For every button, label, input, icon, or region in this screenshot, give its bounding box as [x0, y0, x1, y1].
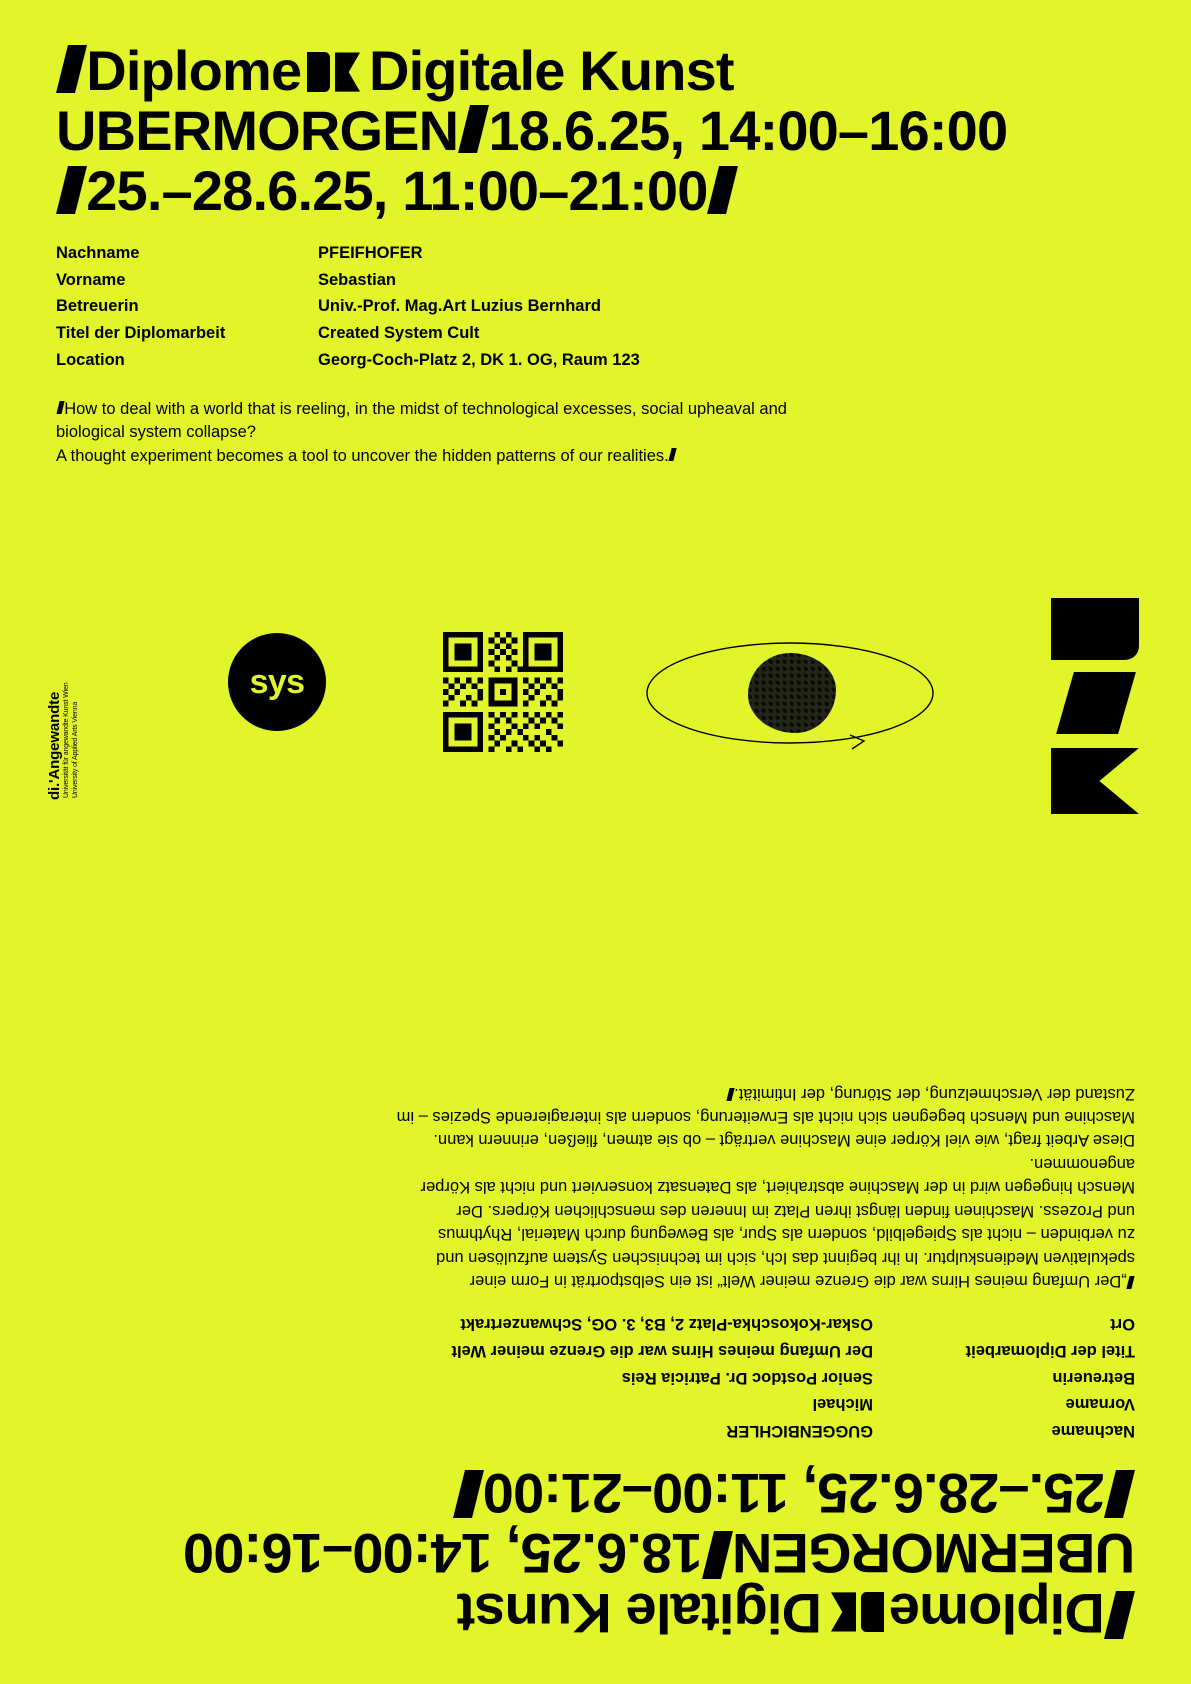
slash-icon: [702, 1530, 733, 1578]
meta-row: [452, 1391, 1136, 1418]
abstract-bottom-line-5: Mensch hingegen wird in der Maschine abstrahiert, als Datensatz konserviert und nicht als Körper: [420, 1178, 1135, 1197]
headline-ubermorgen: UBERMORGEN: [56, 99, 459, 163]
value-location: Georg-Coch-Platz 2, DK 1. OG, Raum 123: [318, 350, 640, 369]
angewandte-name: di.'Angewandte: [46, 691, 63, 800]
headline-date-2: 25.–28.6.25, 11:00–21:00: [483, 1461, 1105, 1525]
label-betreuerin: Betreuerin: [56, 297, 139, 316]
headline-line-2: [55, 1521, 1135, 1585]
headline-date-2: 25.–28.6.25, 11:00–21:00: [86, 159, 708, 223]
label-vorname: Vorname: [1065, 1395, 1135, 1414]
abstract-bottom: [125, 1081, 1135, 1292]
dk-monogram-large: [1051, 598, 1139, 814]
abstract-bottom-line-9: Zustand der Verschmelzung, der Störung, der Intimität.: [734, 1084, 1135, 1103]
slash-icon: [56, 166, 87, 214]
abstract-top-line-2: biological system collapse?: [56, 423, 256, 442]
orbit-graphic: [640, 635, 940, 755]
label-location: Location: [56, 350, 125, 369]
meta-row: [452, 1337, 1136, 1364]
entry-meta-top: [56, 240, 640, 374]
entry-meta-bottom: [452, 1310, 1136, 1444]
headline-date-1: 18.6.25, 14:00–16:00: [183, 1521, 703, 1585]
abstract-bottom-line-7: Diese Arbeit fragt, wie viel Körper eine Maschine verträgt – ob sie atmen, fließen, erinnern kann.: [433, 1131, 1135, 1150]
value-titel: Created System Cult: [318, 324, 480, 343]
label-ort: Ort: [1110, 1315, 1135, 1334]
abstract-top: [56, 398, 1066, 468]
slash-icon: [56, 45, 87, 93]
value-betreuerin: Univ.-Prof. Mag.Art Luzius Bernhard: [318, 297, 601, 316]
slash-icon: [458, 105, 489, 153]
angewandte-sub-de: Universität für angewandte Kunst Wien: [63, 682, 70, 798]
abstract-top-line-1: How to deal with a world that is reeling, in the midst of technological excesses, social upheaval and: [64, 400, 787, 418]
headline-diplome: Diplome: [86, 39, 302, 102]
meta-row: [452, 1364, 1136, 1391]
headline-diplome: Diplome: [889, 1582, 1105, 1645]
abstract-bottom-line-3: zu verbinden – nicht als Spiegelbild, sondern als Spur, als Bewegung durch Material, Rhythmus: [437, 1225, 1135, 1244]
slash-icon: [669, 448, 677, 461]
abstract-bottom-line-4: und Prozess. Maschinen finden längst ihren Platz im Inneren des menschlichen Körpers. Der: [456, 1201, 1135, 1220]
slash-icon: [56, 401, 64, 414]
angewandte-logo: [46, 630, 80, 800]
poster-headline: [56, 39, 1136, 223]
slash-icon: [726, 1088, 734, 1101]
abstract-bottom-line-6: angenommen.: [1029, 1154, 1135, 1173]
headline-line-3: [55, 1461, 1135, 1525]
slash-icon: [707, 166, 738, 214]
abstract-bottom-line-8: Maschine und Mensch begegnen sich nicht als Erweiterung, sondern als interagierende Spezies – im: [396, 1108, 1135, 1127]
poster-bottom-rotated: [0, 842, 1191, 1684]
headline-digitale-kunst: Digitale Kunst: [457, 1582, 823, 1645]
sys-logo-text: sys: [249, 662, 305, 701]
headline-line-1: [56, 39, 1136, 102]
qr-code-icon[interactable]: [443, 632, 563, 752]
value-titel: Der Umfang meines Hirns war die Grenze meiner Welt: [451, 1341, 873, 1360]
value-ort: Oskar-Kokoschka-Platz 2, B3, 3. OG, Schwanzertrakt: [460, 1315, 873, 1334]
slash-icon: [453, 1470, 484, 1518]
label-vorname: Vorname: [56, 270, 126, 289]
abstract-top-line-3: A thought experiment becomes a tool to uncover the hidden patterns of our realities.: [56, 446, 669, 465]
label-betreuerin: Betreuerin: [1052, 1368, 1135, 1387]
headline-digitale-kunst: Digitale Kunst: [368, 39, 734, 102]
abstract-bottom-line-1: „Der Umfang meines Hirns war die Grenze meiner Welt“ ist ein Selbstporträt in Form einer: [469, 1272, 1127, 1290]
value-nachname: GUGGENBICHLER: [726, 1422, 873, 1440]
sys-logo: [228, 633, 326, 731]
meta-row: [56, 240, 640, 267]
slash-icon: [1104, 1591, 1135, 1639]
meta-row: [56, 267, 640, 294]
headline-line-1: [55, 1582, 1135, 1645]
label-titel: Titel der Diplomarbeit: [965, 1341, 1135, 1360]
headline-date-1: 18.6.25, 14:00–16:00: [488, 99, 1008, 163]
value-nachname: PFEIFHOFER: [318, 244, 423, 262]
meta-row: [56, 293, 640, 320]
slash-icon: [1127, 1275, 1135, 1288]
headline-ubermorgen: UBERMORGEN: [732, 1521, 1135, 1585]
blob-icon: [748, 653, 836, 733]
dk-mark-icon: [307, 52, 360, 91]
headline-line-2: [56, 99, 1136, 163]
value-vorname: Michael: [812, 1395, 873, 1414]
angewandte-sub-en: University of Applied Arts Vienna: [71, 701, 79, 798]
meta-row: [452, 1417, 1136, 1444]
headline-line-3: [56, 159, 1136, 223]
meta-row: [56, 320, 640, 347]
meta-row: [56, 347, 640, 374]
label-nachname: Nachname: [1051, 1422, 1135, 1440]
value-betreuerin: Senior Postdoc Dr. Patricia Reis: [621, 1368, 873, 1387]
value-vorname: Sebastian: [318, 270, 396, 289]
label-titel: Titel der Diplomarbeit: [56, 324, 226, 343]
meta-row: [452, 1310, 1136, 1337]
poster-headline-bottom: [55, 1461, 1135, 1645]
label-nachname: Nachname: [56, 244, 140, 262]
slash-icon: [1104, 1470, 1135, 1518]
abstract-bottom-line-2: spekulativen Medienskulptur. In ihr beginnt das Ich, sich im technischen System aufzulösen und: [436, 1248, 1135, 1267]
dk-mark-icon: [831, 1592, 884, 1631]
graphics-row: [0, 580, 1191, 820]
